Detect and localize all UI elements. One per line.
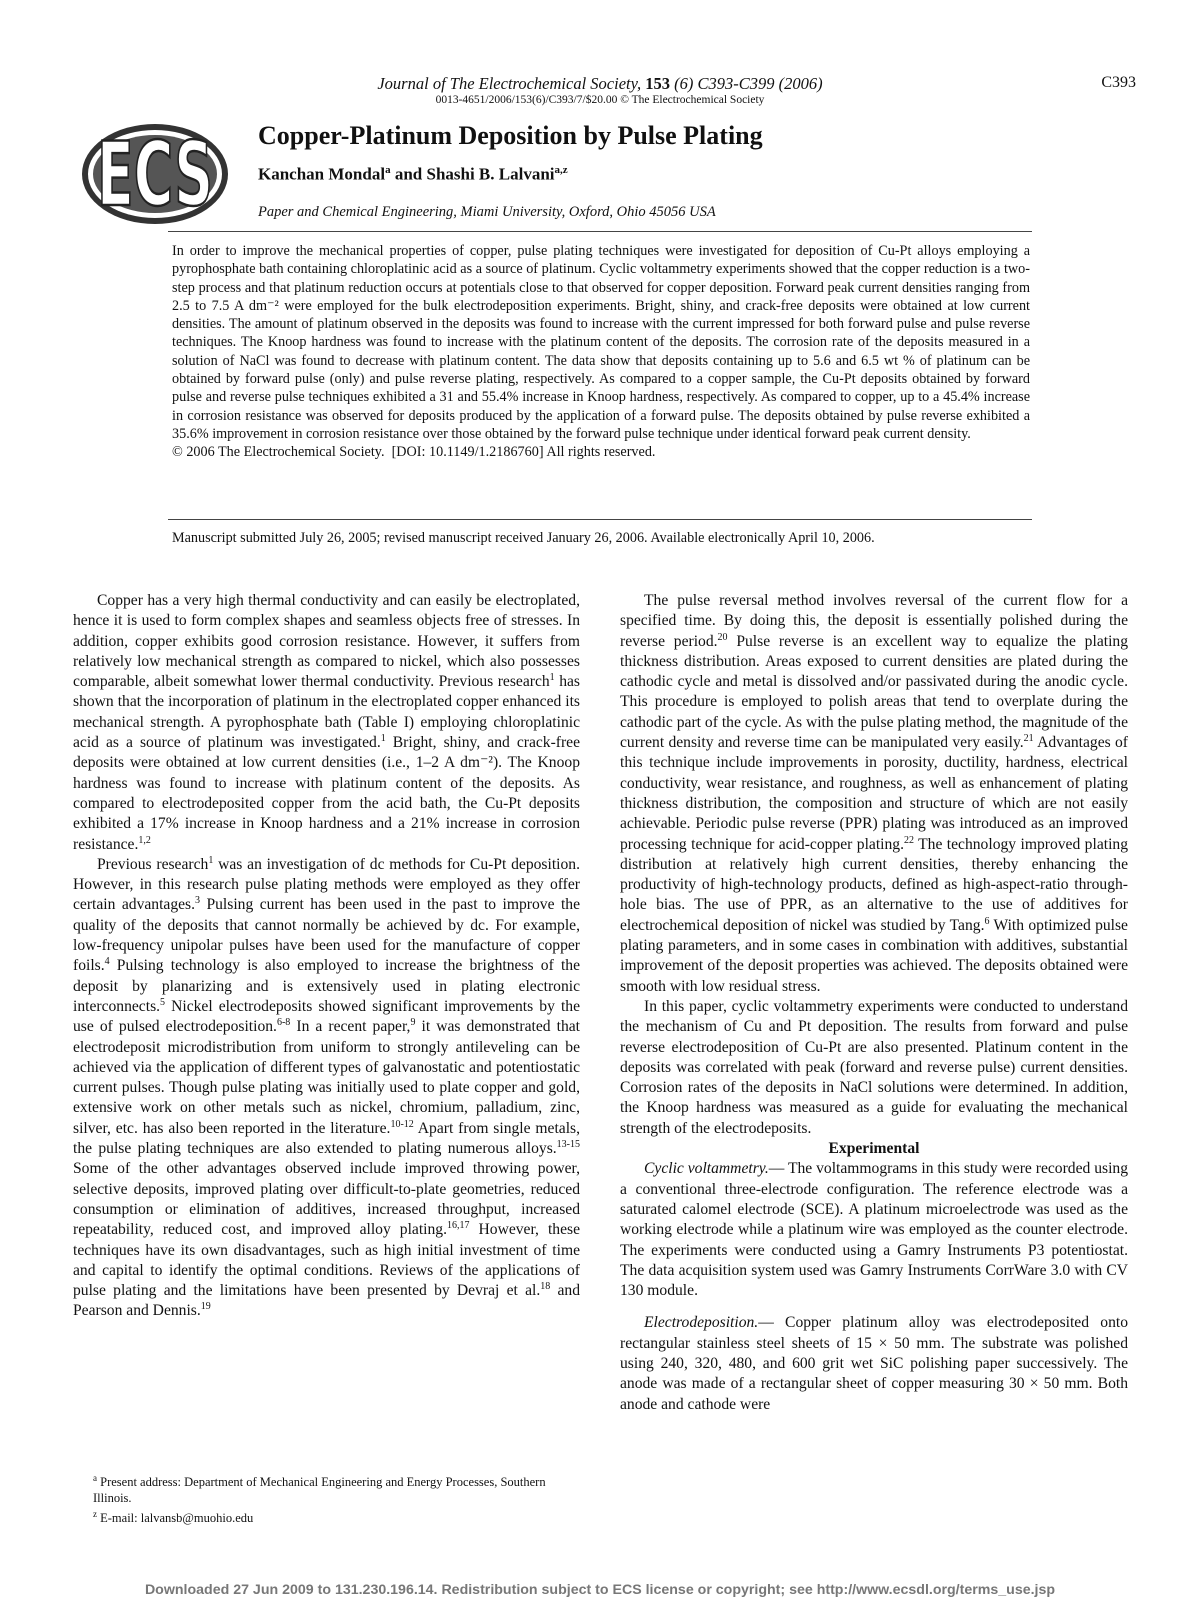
logo-text: ECS [97,123,213,226]
author-1-affil-mark: a [385,164,391,176]
author-list [258,164,568,185]
journal-name: Journal of The Electrochemical Society, [377,74,642,93]
abstract-copyright: © 2006 The Electrochemical Society. [DOI: 10.1149/1.2186760] All rights reserved. [172,444,656,461]
abstract [172,242,1030,462]
electrodeposition-paragraph: Electrodeposition.— Copper platinum alloy was electrodeposited onto rectangular stainless steel sheets of 15 × 50 mm. The substrate was polished using 240, 320, 480, and 600 grit wet SiC polishing paper successively. The anode was made of a rectangular sheet of copper measuring 30 × 50 mm. Both anode and cathode were [620,1314,1128,1413]
section-heading-experimental: Experimental [828,1140,920,1158]
abstract-top-rule [168,231,1032,232]
intro-paragraph-2: Previous research$^1$ was an investigation of dc methods for Cu-Pt deposition. However, in this research pulse plating methods were employed as they offer certain advantages.$^3$ Pulsing current has been used in the past to improve the quality of the deposits that cannot normally be achieved by dc. For example, low-frequency unipolar pulses have been used for the manufacture of copper foils.$^4$ Pulsing technology is also employed to increase the brightness of the deposit by planarizing and is extensively used in plating electronic interconnects.$^5$ Nickel electrodeposits showed significant improvements by the use of pulsed electrodeposition.$^{6-8}$ In a recent paper,$^9$ it was demonstrated that electrodeposit microdistribution from uniform to strongly antileveling can be achieved via the application of different types of galvanostatic and potentiostatic current pulses. Though pulse plating was initially used to plate copper and gold, extensive work on other metals such as nickel, chromium, palladium, zinc, silver, etc. has also been reported in the literature.$^{10-12}$ Apart from single metals, the pulse plating techniques are also extended to plating numerous alloys.$^{13-15}$ Some of the other advantages observed include improved throwing power, selective deposits, improved plating over difficult-to-plate geometries, reduced consumption or elimination of additives, increased throughput, increased repeatability, reduced cost, and improved alloy plating.$^{16,17}$ However, these techniques have its own disadvantages, such as high initial investment of time and capital to identify the optimal conditions. Reviews of the applications of pulse plating and the limitations have been presented by Devraj et al.$^{18}$ and Pearson and Dennis.$^{19}$ [73,854,581,1320]
download-notice: Downloaded 27 Jun 2009 to 131.230.196.14. Redistribution subject to ECS license or copyright; see http://www.ecsdl.org/terms_use.jsp [144,1582,1056,1598]
electrodeposition-subheading: Electrodeposition. [644,1314,759,1332]
author-1: Kanchan Mondal [258,164,386,184]
journal-citation [0,74,1200,94]
ecs-logo [80,117,230,227]
cv-paragraph: Cyclic voltammetry.— The voltammograms in this study were recorded using a conventional three-electrode configuration. The reference electrode was a saturated calomel electrode (SCE). A platinum microelectrode was used as the working electrode while a platinum wire was employed as the counter electrode. The experiments were conducted using a Gamry Instruments P3 potentiostat. The data acquisition system used was Gamry Instruments CorrWare 3.0 with CV 130 module. [620,1160,1128,1300]
issn-line: 0013-4651/2006/153(6)/C393/7/$20.00 © The Electrochemical Society [435,94,765,106]
abstract-bottom-rule [168,519,1032,520]
intro-paragraph-1: Copper has a very high thermal conductivity and can easily be electroplated, hence it is used to form complex shapes and seamless objects free of stresses. In addition, copper exhibits good corrosion resistance. However, it suffers from relatively low mechanical strength as compared to nickel, which also possesses comparable, albeit somewhat lower thermal conductivity. Previous research$^1$ has shown that the incorporation of platinum in the electroplated copper enhanced its mechanical strength. A pyrophosphate bath (Table I) employing chloroplatinic acid as a source of platinum was investigated.$^1$ Bright, shiny, and crack-free deposits were obtained at low current densities (i.e., 1–2 A dm⁻²). The Knoop hardness was found to increase with platinum content of the deposits. As compared to electrodeposited copper from the acid bath, the Cu-Pt deposits exhibited a 17% increase in Knoop hardness and a 21% increase in corrosion resistance.$^{1,2}$ [73,592,581,853]
article-title: Copper-Platinum Deposition by Pulse Plating [258,121,763,150]
author-2: Shashi B. Lalvani [426,164,555,184]
left-column [73,591,580,1322]
intro-paragraph-4: In this paper, cyclic voltammetry experiments were conducted to understand the mechanism of Cu and Pt deposition. The results from forward and pulse reverse electrodeposition of Cu-Pt are also presented. Platinum content in the deposits was correlated with peak (forward and reverse pulse) current densities. Corrosion rates of the deposits in NaCl solutions were determined. In addition, the Knoop hardness was measured as a guide for evaluating the mechanical strength of the electrodeposits. [620,997,1128,1137]
intro-paragraph-3: The pulse reversal method involves reversal of the current flow for a specified time. By doing this, the deposit is essentially polished during the reverse period.$^{20}$ Pulse reverse is an excellent way to equalize the plating thickness distribution. Areas exposed to current densities are plated during the cathodic cycle and metal is dissolved and/or passivated during the anodic cycle. This procedure is employed to polish areas that tend to overplate during the cathodic part of the cycle. As with the pulse plating method, the magnitude of the current density and reverse time can be manipulated very easily.$^{21}$ Advantages of this technique include improvements in porosity, ductility, hardness, electrical conductivity, wear resistance, and roughness, as well as enhancement of plating thickness distribution, the composition and structure of which are not easily achievable. Periodic pulse reverse (PPR) plating was introduced as an improved processing technique for acid-copper plating.$^{22}$ The technology improved plating distribution at relatively high current densities, thereby enhancing the productivity of high-technology products, defined as high-aspect-ratio through-hole bias. The use of PPR, as an alternative to the use of additives for electrochemical deposition of nickel was studied by Tang.$^6$ With optimized pulse plating parameters, and in some cases in combination with additives, substantial improvement of the deposit properties was achieved. The deposits obtained were smooth with low residual stress. [620,592,1129,995]
page-number: C393 [1101,74,1136,91]
author-2-affil-mark: a,z [554,164,568,176]
journal-volume: 153 [645,74,671,93]
footnote-z: $^z$ E-mail: lalvansb@muohio.edu [93,1509,254,1526]
footnote-a: $^a$ Present address: Department of Mechanical Engineering and Energy Processes, Southern Illinois. [93,1473,546,1506]
footnotes [93,1470,583,1526]
right-column [620,591,1128,1415]
journal-issue-pages: (6) C393-C399 (2006) [674,74,823,93]
author-conjunction: and [390,164,427,184]
cv-subheading: Cyclic voltammetry. [644,1160,769,1178]
manuscript-dates: Manuscript submitted July 26, 2005; revised manuscript received January 26, 2006. Available electronically April 10, 2006. [172,530,875,546]
affiliation: Paper and Chemical Engineering, Miami University, Oxford, Ohio 45056 USA [258,204,716,220]
abstract-text: In order to improve the mechanical properties of copper, pulse plating techniques were investigated for deposition of Cu-Pt alloys employing a pyrophosphate bath containing chloroplatinic acid as a source of platinum. Cyclic voltammetry experiments showed that the copper reduction is a two-step process and that platinum reduction occurs at potentials close to that observed for copper deposition. Forward peak current densities ranging from 2.5 to 7.5 A dm⁻² were employed for the bulk electrodeposition experiments. Bright, shiny, and crack-free deposits were obtained at low current densities. The amount of platinum observed in the deposits was found to increase with the current impressed for both forward pulse and pulse reverse techniques. The Knoop hardness was found to increase with the platinum content of the deposits. The corrosion rate of the deposits measured in a solution of NaCl was found to decrease with platinum content. The data show that deposits containing up to 5.6 and 6.5 wt % of platinum can be obtained by forward pulse (only) and pulse reverse plating, respectively. As compared to a copper sample, the Cu-Pt deposits obtained by forward pulse and reverse pulse techniques exhibited a 31 and 55.4% increase in Knoop hardness, respectively. As compared to copper, up to a 45.4% increase in corrosion resistance was observed for deposits produced by the application of a forward pulse. The deposits obtained by pulse reverse exhibited a 35.6% improvement in corrosion resistance over those obtained by the forward pulse technique under identical forward peak current density. [172,243,1030,442]
